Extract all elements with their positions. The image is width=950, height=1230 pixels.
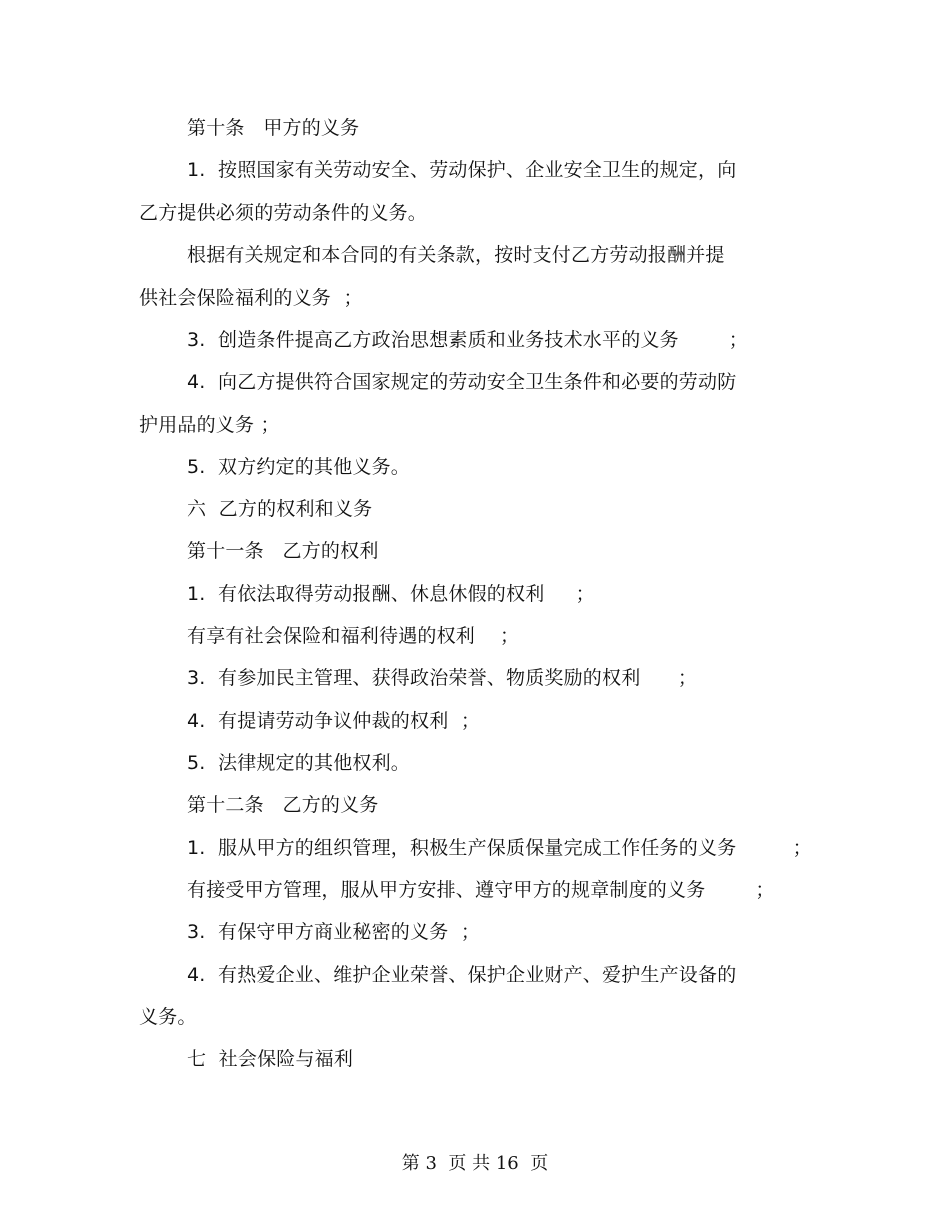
paragraph-line: 4. 向乙方提供符合国家规定的劳动安全卫生条件和必要的劳动防 bbox=[187, 371, 737, 393]
paragraph-line: 5. 法律规定的其他权利。 bbox=[187, 752, 411, 774]
paragraph-line: 3. 有保守甲方商业秘密的义务 ； bbox=[187, 921, 481, 943]
paragraph-line: 4. 有热爱企业、维护企业荣誉、保护企业财产、爱护生产设备的 bbox=[187, 964, 737, 986]
page-footer: 第 3 页 共 16 页 bbox=[401, 1153, 549, 1174]
paragraph-line: 1. 按照国家有关劳动安全、劳动保护、企业安全卫生的规定，向 bbox=[187, 159, 737, 181]
paragraph-line: 义务。 bbox=[139, 1006, 197, 1028]
paragraph-line: 根据有关规定和本合同的有关条款，按时支付乙方劳动报酬并提 bbox=[187, 244, 725, 266]
section-heading: 六 乙方的权利和义务 bbox=[187, 498, 373, 520]
article-11-heading: 第十一条 乙方的权利 bbox=[187, 540, 379, 562]
paragraph-line: 3. 有参加民主管理、获得政治荣誉、物质奖励的权利 ； bbox=[187, 667, 698, 689]
paragraph-line: 乙方提供必须的劳动条件的义务。 bbox=[139, 202, 428, 224]
paragraph-line: 4. 有提请劳动争议仲裁的权利 ； bbox=[187, 710, 481, 732]
paragraph-line: 1. 有依法取得劳动报酬、休息休假的权利 ； bbox=[187, 583, 595, 605]
section-heading: 七 社会保险与福利 bbox=[187, 1048, 354, 1070]
article-10-heading: 第十条 甲方的义务 bbox=[187, 117, 360, 139]
paragraph-line: 3. 创造条件提高乙方政治思想素质和业务技术水平的义务 ； bbox=[187, 329, 748, 351]
paragraph-line: 有接受甲方管理，服从甲方安排、遵守甲方的规章制度的义务 ； bbox=[187, 879, 775, 901]
paragraph-line: 护用品的义务 ； bbox=[139, 414, 280, 436]
article-12-heading: 第十二条 乙方的义务 bbox=[187, 794, 379, 816]
paragraph-line: 5. 双方约定的其他义务。 bbox=[187, 456, 411, 478]
paragraph-line: 1. 服从甲方的组织管理，积极生产保质保量完成工作任务的义务 ； bbox=[187, 837, 812, 859]
paragraph-line: 有享有社会保险和福利待遇的权利 ； bbox=[187, 625, 520, 647]
paragraph-line: 供社会保险福利的义务 ； bbox=[139, 287, 363, 309]
